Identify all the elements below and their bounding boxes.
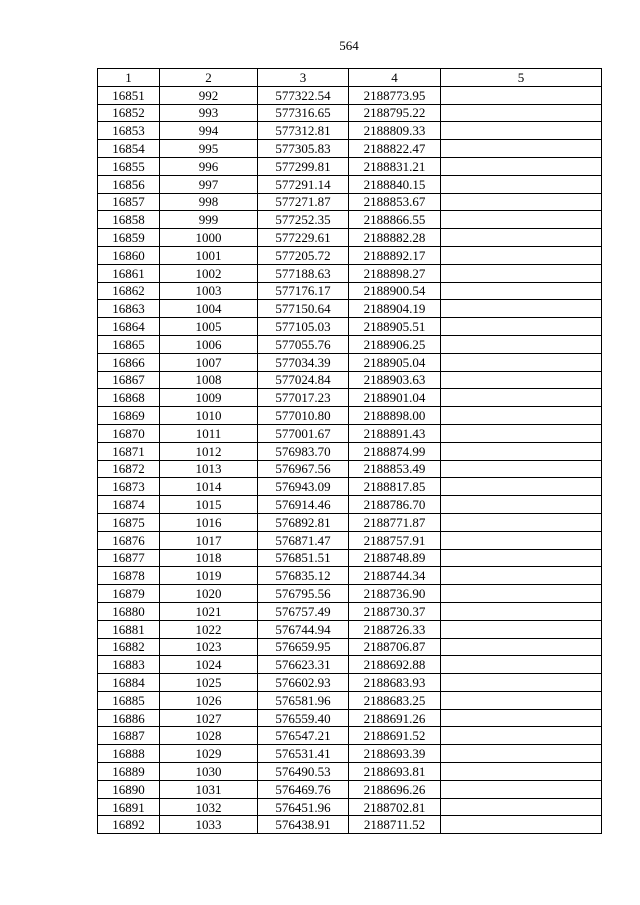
table-cell-col-1: 16857 (98, 193, 160, 211)
table-row (98, 318, 602, 336)
table-cell-col-3: 576623.31 (258, 656, 349, 674)
table-cell-col-3: 577316.65 (258, 104, 349, 122)
table-cell-col-4: 2188693.39 (349, 745, 441, 763)
table-cell-col-2: 1009 (160, 389, 258, 407)
table-cell-col-2: 1019 (160, 567, 258, 585)
table-cell-col-5 (441, 656, 602, 674)
table-cell-col-5 (441, 193, 602, 211)
table-cell-col-3: 577229.61 (258, 229, 349, 247)
table-cell-col-4: 2188840.15 (349, 175, 441, 193)
table-cell-col-1: 16859 (98, 229, 160, 247)
table-cell-col-5 (441, 531, 602, 549)
table-cell-col-5 (441, 389, 602, 407)
table-row (98, 122, 602, 140)
table-cell-col-2: 995 (160, 140, 258, 158)
table-row (98, 513, 602, 531)
column-header-2: 2 (160, 69, 258, 87)
table-cell-col-1: 16875 (98, 513, 160, 531)
table-row (98, 816, 602, 834)
table-cell-col-5 (441, 282, 602, 300)
table-cell-col-3: 577010.80 (258, 407, 349, 425)
table-cell-col-5 (441, 211, 602, 229)
table-row (98, 638, 602, 656)
table-cell-col-4: 2188696.26 (349, 780, 441, 798)
table-cell-col-3: 577312.81 (258, 122, 349, 140)
table-row (98, 531, 602, 549)
table-cell-col-4: 2188898.00 (349, 407, 441, 425)
table-cell-col-5 (441, 442, 602, 460)
table-cell-col-2: 1023 (160, 638, 258, 656)
table-cell-col-5 (441, 638, 602, 656)
table-row (98, 442, 602, 460)
table-cell-col-4: 2188692.88 (349, 656, 441, 674)
table-row (98, 371, 602, 389)
table-cell-col-3: 577271.87 (258, 193, 349, 211)
table-cell-col-1: 16872 (98, 460, 160, 478)
table-cell-col-4: 2188853.67 (349, 193, 441, 211)
table-row (98, 282, 602, 300)
coordinates-table (97, 68, 602, 834)
table-row (98, 691, 602, 709)
table-body (98, 86, 602, 833)
table-cell-col-5 (441, 674, 602, 692)
table-cell-col-5 (441, 620, 602, 638)
table-cell-col-3: 577252.35 (258, 211, 349, 229)
table-row (98, 229, 602, 247)
table-cell-col-1: 16885 (98, 691, 160, 709)
table-cell-col-4: 2188822.47 (349, 140, 441, 158)
table-cell-col-1: 16887 (98, 727, 160, 745)
table-cell-col-4: 2188757.91 (349, 531, 441, 549)
table-cell-col-1: 16884 (98, 674, 160, 692)
table-cell-col-1: 16873 (98, 478, 160, 496)
table-cell-col-3: 576531.41 (258, 745, 349, 763)
table-cell-col-3: 576983.70 (258, 442, 349, 460)
table-cell-col-1: 16852 (98, 104, 160, 122)
table-cell-col-4: 2188809.33 (349, 122, 441, 140)
table-cell-col-1: 16866 (98, 353, 160, 371)
table-cell-col-3: 577205.72 (258, 246, 349, 264)
table-cell-col-4: 2188853.49 (349, 460, 441, 478)
table-cell-col-2: 1003 (160, 282, 258, 300)
table-cell-col-4: 2188882.28 (349, 229, 441, 247)
table-cell-col-5 (441, 763, 602, 781)
table-row (98, 798, 602, 816)
table-cell-col-4: 2188706.87 (349, 638, 441, 656)
table-cell-col-3: 576892.81 (258, 513, 349, 531)
table-cell-col-2: 1020 (160, 585, 258, 603)
table-cell-col-1: 16879 (98, 585, 160, 603)
table-cell-col-3: 577150.64 (258, 300, 349, 318)
table-cell-col-5 (441, 175, 602, 193)
table-cell-col-5 (441, 513, 602, 531)
table-cell-col-1: 16851 (98, 86, 160, 104)
table-cell-col-5 (441, 86, 602, 104)
table-cell-col-2: 1031 (160, 780, 258, 798)
table-cell-col-2: 998 (160, 193, 258, 211)
table-cell-col-1: 16877 (98, 549, 160, 567)
table-row (98, 585, 602, 603)
table-cell-col-2: 1030 (160, 763, 258, 781)
table-cell-col-5 (441, 407, 602, 425)
table-cell-col-5 (441, 229, 602, 247)
table-cell-col-2: 997 (160, 175, 258, 193)
table-row (98, 175, 602, 193)
table-cell-col-5 (441, 104, 602, 122)
table-row (98, 709, 602, 727)
table-cell-col-3: 576851.51 (258, 549, 349, 567)
table-cell-col-4: 2188905.51 (349, 318, 441, 336)
table-cell-col-4: 2188691.26 (349, 709, 441, 727)
table-cell-col-4: 2188901.04 (349, 389, 441, 407)
table-cell-col-1: 16888 (98, 745, 160, 763)
table-cell-col-3: 576967.56 (258, 460, 349, 478)
table-cell-col-4: 2188702.81 (349, 798, 441, 816)
table-cell-col-5 (441, 745, 602, 763)
table-cell-col-3: 577034.39 (258, 353, 349, 371)
table-row (98, 763, 602, 781)
table-cell-col-2: 1017 (160, 531, 258, 549)
column-header-4: 4 (349, 69, 441, 87)
table-row (98, 727, 602, 745)
table-row (98, 407, 602, 425)
table-cell-col-2: 1008 (160, 371, 258, 389)
column-header-1: 1 (98, 69, 160, 87)
table-cell-col-1: 16862 (98, 282, 160, 300)
table-cell-col-4: 2188892.17 (349, 246, 441, 264)
table-cell-col-2: 994 (160, 122, 258, 140)
table-cell-col-3: 577291.14 (258, 175, 349, 193)
table-row (98, 424, 602, 442)
table-cell-col-1: 16858 (98, 211, 160, 229)
table-cell-col-2: 1025 (160, 674, 258, 692)
table-cell-col-1: 16889 (98, 763, 160, 781)
table-cell-col-5 (441, 709, 602, 727)
table-cell-col-5 (441, 371, 602, 389)
table-cell-col-1: 16865 (98, 335, 160, 353)
table-row (98, 211, 602, 229)
table-cell-col-5 (441, 460, 602, 478)
table-cell-col-1: 16880 (98, 602, 160, 620)
table-cell-col-2: 1012 (160, 442, 258, 460)
table-cell-col-4: 2188736.90 (349, 585, 441, 603)
table-cell-col-4: 2188786.70 (349, 496, 441, 514)
table-cell-col-1: 16867 (98, 371, 160, 389)
table-cell-col-4: 2188904.19 (349, 300, 441, 318)
table-cell-col-1: 16870 (98, 424, 160, 442)
table-cell-col-2: 996 (160, 157, 258, 175)
table-cell-col-4: 2188898.27 (349, 264, 441, 282)
table-cell-col-4: 2188891.43 (349, 424, 441, 442)
table-cell-col-1: 16876 (98, 531, 160, 549)
table-cell-col-4: 2188771.87 (349, 513, 441, 531)
table-cell-col-2: 1014 (160, 478, 258, 496)
table-cell-col-4: 2188874.99 (349, 442, 441, 460)
table-cell-col-4: 2188905.04 (349, 353, 441, 371)
table-cell-col-4: 2188693.81 (349, 763, 441, 781)
table-cell-col-4: 2188726.33 (349, 620, 441, 638)
table-cell-col-1: 16868 (98, 389, 160, 407)
table-cell-col-4: 2188795.22 (349, 104, 441, 122)
table-cell-col-3: 576914.46 (258, 496, 349, 514)
table-cell-col-2: 1005 (160, 318, 258, 336)
table-cell-col-2: 993 (160, 104, 258, 122)
table-row (98, 86, 602, 104)
table-cell-col-3: 576602.93 (258, 674, 349, 692)
table-cell-col-4: 2188691.52 (349, 727, 441, 745)
table-row (98, 460, 602, 478)
table-cell-col-1: 16853 (98, 122, 160, 140)
table-cell-col-2: 1027 (160, 709, 258, 727)
table-cell-col-5 (441, 140, 602, 158)
table-cell-col-5 (441, 264, 602, 282)
table-cell-col-1: 16863 (98, 300, 160, 318)
table-cell-col-5 (441, 798, 602, 816)
table-cell-col-1: 16864 (98, 318, 160, 336)
table-cell-col-5 (441, 300, 602, 318)
table-row (98, 353, 602, 371)
table-row (98, 549, 602, 567)
table-cell-col-1: 16869 (98, 407, 160, 425)
table-cell-col-3: 576547.21 (258, 727, 349, 745)
table-cell-col-2: 1022 (160, 620, 258, 638)
table-row (98, 335, 602, 353)
table-cell-col-3: 576581.96 (258, 691, 349, 709)
table-cell-col-3: 577176.17 (258, 282, 349, 300)
table-cell-col-1: 16891 (98, 798, 160, 816)
table-cell-col-1: 16854 (98, 140, 160, 158)
table-cell-col-1: 16890 (98, 780, 160, 798)
table-cell-col-5 (441, 816, 602, 834)
table-cell-col-1: 16856 (98, 175, 160, 193)
table-cell-col-3: 577017.23 (258, 389, 349, 407)
table-cell-col-2: 1002 (160, 264, 258, 282)
table-cell-col-5 (441, 780, 602, 798)
table-cell-col-2: 1006 (160, 335, 258, 353)
table-cell-col-3: 576757.49 (258, 602, 349, 620)
table-cell-col-5 (441, 549, 602, 567)
table-row (98, 300, 602, 318)
table-cell-col-2: 1018 (160, 549, 258, 567)
table-cell-col-3: 576795.56 (258, 585, 349, 603)
table-cell-col-2: 999 (160, 211, 258, 229)
table-cell-col-4: 2188683.25 (349, 691, 441, 709)
column-header-5: 5 (441, 69, 602, 87)
table-cell-col-2: 1007 (160, 353, 258, 371)
table-cell-col-4: 2188748.89 (349, 549, 441, 567)
table-cell-col-4: 2188744.34 (349, 567, 441, 585)
table-cell-col-4: 2188730.37 (349, 602, 441, 620)
table-header (98, 69, 602, 87)
table-cell-col-3: 577188.63 (258, 264, 349, 282)
table-cell-col-2: 1011 (160, 424, 258, 442)
table-cell-col-3: 577322.54 (258, 86, 349, 104)
table-row (98, 264, 602, 282)
table-cell-col-3: 576835.12 (258, 567, 349, 585)
table-cell-col-5 (441, 478, 602, 496)
table-cell-col-2: 1021 (160, 602, 258, 620)
table-row (98, 745, 602, 763)
table-cell-col-1: 16871 (98, 442, 160, 460)
table-cell-col-3: 576490.53 (258, 763, 349, 781)
table-cell-col-2: 1029 (160, 745, 258, 763)
table-cell-col-2: 1010 (160, 407, 258, 425)
table-cell-col-5 (441, 567, 602, 585)
table-cell-col-3: 576659.95 (258, 638, 349, 656)
table-cell-col-3: 576438.91 (258, 816, 349, 834)
table-cell-col-5 (441, 122, 602, 140)
table-cell-col-5 (441, 335, 602, 353)
table-cell-col-5 (441, 691, 602, 709)
table-row (98, 620, 602, 638)
table-row (98, 567, 602, 585)
table-cell-col-1: 16878 (98, 567, 160, 585)
table-cell-col-3: 577055.76 (258, 335, 349, 353)
table-row (98, 246, 602, 264)
table-cell-col-2: 1028 (160, 727, 258, 745)
table-cell-col-1: 16861 (98, 264, 160, 282)
table-cell-col-5 (441, 157, 602, 175)
table-cell-col-3: 576871.47 (258, 531, 349, 549)
table-row (98, 193, 602, 211)
table-row (98, 389, 602, 407)
table-cell-col-4: 2188817.85 (349, 478, 441, 496)
table-cell-col-2: 992 (160, 86, 258, 104)
table-cell-col-1: 16882 (98, 638, 160, 656)
table-row (98, 602, 602, 620)
table-cell-col-2: 1016 (160, 513, 258, 531)
table-cell-col-1: 16855 (98, 157, 160, 175)
table-cell-col-2: 1032 (160, 798, 258, 816)
table-cell-col-5 (441, 246, 602, 264)
table-row (98, 656, 602, 674)
table-cell-col-4: 2188903.63 (349, 371, 441, 389)
table-cell-col-5 (441, 424, 602, 442)
column-header-3: 3 (258, 69, 349, 87)
table-cell-col-2: 1013 (160, 460, 258, 478)
table-cell-col-1: 16883 (98, 656, 160, 674)
table-cell-col-3: 577001.67 (258, 424, 349, 442)
header-row (98, 69, 602, 87)
table-row (98, 157, 602, 175)
table-cell-col-3: 577105.03 (258, 318, 349, 336)
table-cell-col-3: 576559.40 (258, 709, 349, 727)
table-row (98, 780, 602, 798)
table-cell-col-5 (441, 727, 602, 745)
table-cell-col-5 (441, 585, 602, 603)
table-cell-col-3: 576744.94 (258, 620, 349, 638)
table-row (98, 674, 602, 692)
table-cell-col-4: 2188866.55 (349, 211, 441, 229)
table-cell-col-2: 1024 (160, 656, 258, 674)
table-row (98, 104, 602, 122)
table-cell-col-5 (441, 602, 602, 620)
table-cell-col-1: 16874 (98, 496, 160, 514)
table-cell-col-3: 576469.76 (258, 780, 349, 798)
table-row (98, 140, 602, 158)
table-row (98, 478, 602, 496)
table-cell-col-2: 1026 (160, 691, 258, 709)
table-cell-col-1: 16886 (98, 709, 160, 727)
table-cell-col-5 (441, 496, 602, 514)
table-cell-col-1: 16860 (98, 246, 160, 264)
table-cell-col-2: 1015 (160, 496, 258, 514)
table-cell-col-5 (441, 318, 602, 336)
table-cell-col-3: 577024.84 (258, 371, 349, 389)
table-row (98, 496, 602, 514)
table-cell-col-2: 1004 (160, 300, 258, 318)
table-cell-col-4: 2188900.54 (349, 282, 441, 300)
table-cell-col-4: 2188683.93 (349, 674, 441, 692)
page-number: 564 (339, 38, 359, 53)
table-cell-col-3: 576943.09 (258, 478, 349, 496)
table-cell-col-4: 2188906.25 (349, 335, 441, 353)
table-cell-col-4: 2188773.95 (349, 86, 441, 104)
table-cell-col-2: 1033 (160, 816, 258, 834)
table-cell-col-3: 577299.81 (258, 157, 349, 175)
table-cell-col-4: 2188831.21 (349, 157, 441, 175)
table-cell-col-5 (441, 353, 602, 371)
table-cell-col-2: 1000 (160, 229, 258, 247)
table-cell-col-2: 1001 (160, 246, 258, 264)
table-cell-col-1: 16881 (98, 620, 160, 638)
table-cell-col-3: 577305.83 (258, 140, 349, 158)
table-cell-col-1: 16892 (98, 816, 160, 834)
table-cell-col-3: 576451.96 (258, 798, 349, 816)
table-cell-col-4: 2188711.52 (349, 816, 441, 834)
